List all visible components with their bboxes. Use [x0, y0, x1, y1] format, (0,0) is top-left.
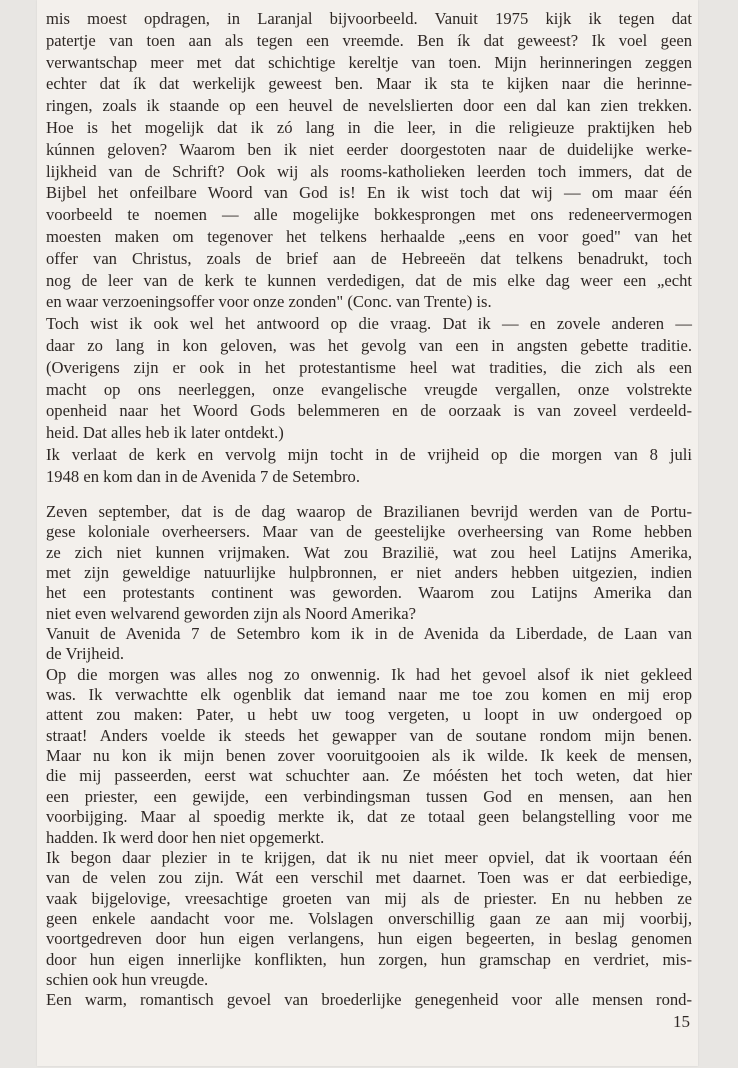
text-line: Een warm, romantisch gevoel van broederlijke genegenheid voor alle mensen rond- — [46, 990, 692, 1010]
text-line: voorbijging. Maar al spoedig merkte ik, dat ze totaal geen belangstelling voor me — [46, 807, 692, 827]
text-line: Op die morgen was alles nog zo onwennig. Ik had het gevoel alsof ik niet gekleed — [46, 664, 692, 684]
text-line: 1948 en kom dan in de Avenida 7 de Setembro. — [46, 466, 360, 486]
text-line: voorbeeld te noemen — alle mogelijke bokkesprongen met ons redeneervermogen — [46, 205, 692, 225]
text-line: Ik begon daar plezier in te krijgen, dat ik nu niet meer opviel, dat ik voortaan één — [46, 847, 692, 867]
text-line: geen enkele aandacht voor me. Volslagen onverschillig gaan ze aan mij voorbij, — [46, 908, 692, 928]
text-line: was. Ik verwachtte elk ogenblik dat iemand naar me toe zou komen en mij erop — [46, 685, 692, 705]
text-line: voortgedreven door hun eigen verlangens, hun eigen begeerten, in beslag genomen — [46, 929, 692, 949]
text-block-lower — [46, 502, 692, 1011]
text-line: door hun eigen innerlijke konflikten, hun zorgen, hun gramschap en verdriet, mis- — [46, 949, 692, 969]
text-line: nog de leer van de kerk te kunnen verdedigen, dat de mis elke dag weer een „echt — [46, 270, 692, 290]
text-line: gese koloniale overheersers. Maar van de geestelijke overheersing van Rome hebben — [46, 522, 692, 542]
text-line: Bijbel het onfeilbare Woord van God is! En ik wist toch dat wij — om maar één — [46, 183, 692, 203]
text-line: niet even welvarend geworden zijn als Noord Amerika? — [46, 603, 416, 623]
text-line: offer van Christus, zoals de brief aan de Hebreeën dat telkens benadrukt, toch — [46, 248, 692, 268]
text-line: (Overigens zijn er ook in het protestantisme heel wat tradities, die zich als een — [46, 357, 692, 377]
text-line: schien ook hun vreugde. — [46, 969, 209, 989]
text-line: mis moest opdragen, in Laranjal bijvoorbeeld. Vanuit 1975 kijk ik tegen dat — [46, 9, 692, 28]
text-line: ze zich niet kunnen vrijmaken. Wat zou Brazilië, wat zou heel Latijns Amerika, — [46, 542, 692, 562]
text-line: met zijn geweldige natuurlijke hulpbronnen, er niet anders hebben uitgezien, indien — [46, 563, 692, 583]
text-line: die mij passeerden, eerst wat schuchter aan. Ze móésten het toch weten, dat hier — [46, 766, 692, 786]
text-line: patertje van toen aan als tegen een vreemde. Ben ík dat geweest? Ik voel geen — [46, 30, 692, 50]
text-line: de Vrijheid. — [46, 644, 124, 664]
text-line: lijkheid van de Schrift? Ook wij als rooms-katholieken leerden toch immers, dat de — [46, 161, 692, 181]
text-line: Zeven september, dat is de dag waarop de Brazilianen bevrijd werden van de Portu- — [46, 502, 692, 521]
text-line: openheid naar het Woord Gods belemmeren en de oorzaak is van zoveel verdeeld- — [46, 401, 692, 421]
text-line: heid. Dat alles heb ik later ontdekt.) — [46, 423, 284, 443]
text-line: daar zo lang in kon geloven, was het gevolg van een in angsten gebette traditie. — [46, 335, 692, 355]
text-line: een priester, een gewijde, een verbindingsman tussen God en mensen, aan hen — [46, 786, 692, 806]
text-line: Toch wist ik ook wel het antwoord op die vraag. Dat ik — en zovele anderen — — [46, 314, 692, 334]
text-line: Ik verlaat de kerk en vervolg mijn tocht in de vrijheid op die morgen van 8 juli — [46, 444, 692, 464]
text-line: en waar verzoeningsoffer voor onze zonden" (Conc. van Trente) is. — [46, 292, 492, 312]
text-line: attent zou maken: Pater, u hebt uw toog vergeten, u loopt in uw ondergoed op — [46, 705, 692, 725]
text-line: echter dat ík dat werkelijk geweest ben. Maar ik sta te kijken naar die herinne- — [46, 74, 692, 94]
text-line: van de velen zou zijn. Wát een verschil met daarnet. Toen was er dat eerbiedige, — [46, 868, 692, 888]
text-line: Hoe is het mogelijk dat ik zó lang in die leer, in die religieuze praktijken heb — [46, 117, 692, 137]
text-line: straat! Anders voelde ik steeds het gewapper van de soutane rondom mijn benen. — [46, 725, 692, 745]
text-line: ringen, zoals ik staande op een heuvel de nevelslierten door een dal kan zien trekken. — [46, 96, 692, 116]
text-line: vaak bijgelovige, vreesachtige groeten van mij als de priester. En nu hebben ze — [46, 888, 692, 908]
text-line: macht op ons neerleggen, onze evangelische vreugde vergallen, onze volstrekte — [46, 379, 692, 399]
text-line: hadden. Ik werd door hen niet opgemerkt. — [46, 827, 325, 847]
text-line: kúnnen geloven? Waarom ben ik niet eerder doorgestoten naar de duidelijke werke- — [46, 139, 692, 159]
text-line: Vanuit de Avenida 7 de Setembro kom ik in de Avenida da Liberdade, de Laan van — [46, 624, 692, 644]
text-block-upper — [46, 8, 692, 488]
page-number: 15 — [673, 1012, 690, 1031]
book-page — [37, 0, 698, 1066]
text-line: het een protestants continent was geworden. Waarom zou Latijns Amerika dan — [46, 583, 692, 603]
text-line: verwantschap meer met dat schichtige kereltje van toen. Mijn herinneringen zeggen — [46, 52, 692, 72]
text-line: Maar nu kon ik mijn benen zover vooruitgooien als ik wilde. Ik keek de mensen, — [46, 746, 692, 766]
text-line: moesten maken om tegenover het telkens herhaalde „eens en voor goed" van het — [46, 226, 692, 246]
